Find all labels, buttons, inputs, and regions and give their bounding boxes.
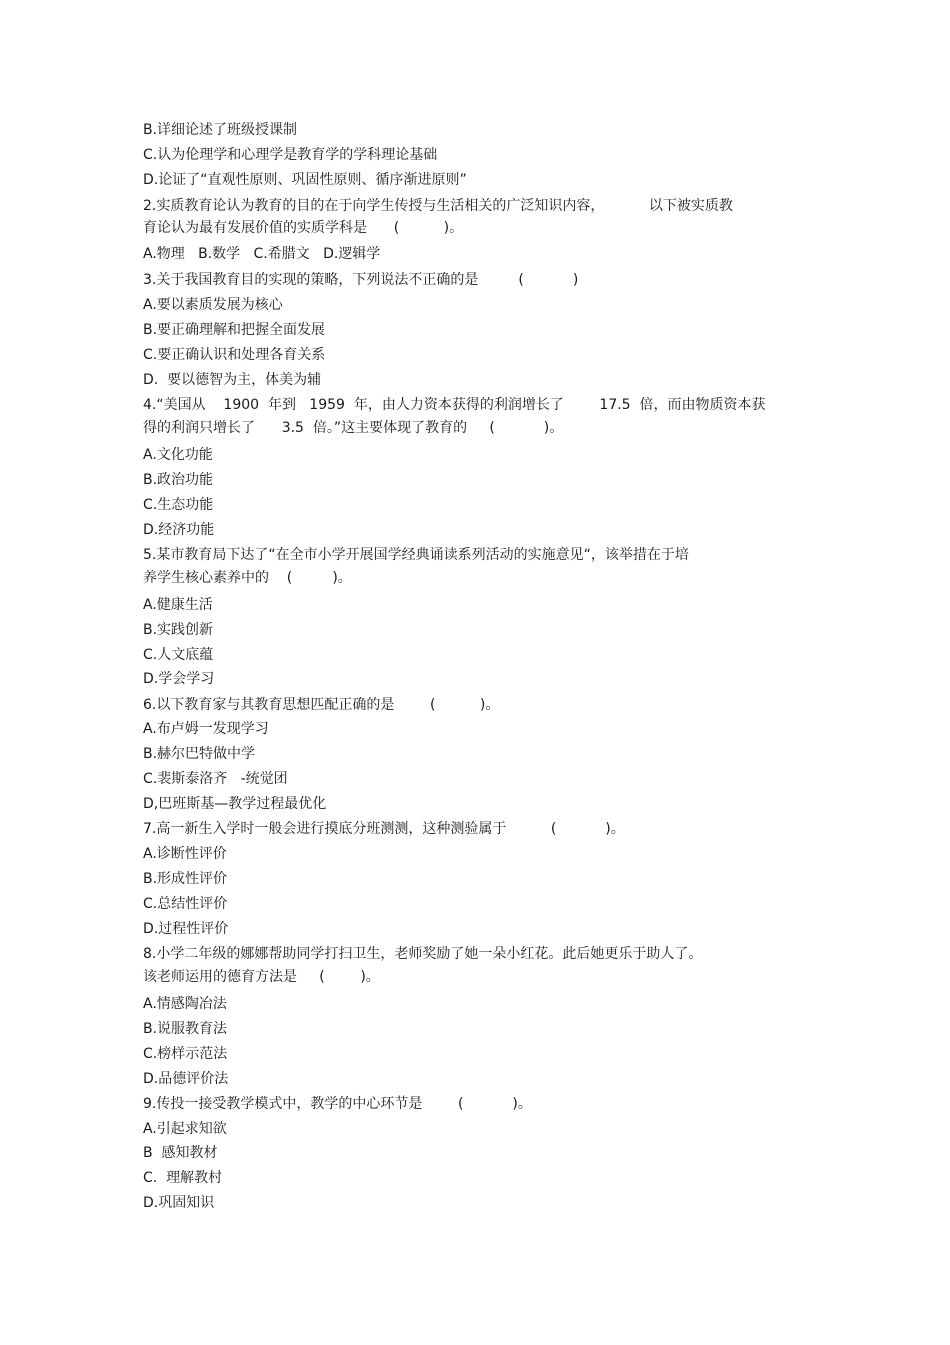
question-3: 3.关于我国教育目的实现的策略，下列说法不正确的是 ( ) — [143, 272, 579, 288]
option-line: A.布卢姆一发现学习 — [143, 721, 269, 737]
option-line: A.健康生活 — [143, 597, 213, 613]
option-line: D.学会学习 — [143, 671, 215, 687]
question-9: 9.传投一接受教学模式中，教学的中心环节是 ( )。 — [143, 1096, 532, 1112]
question-8-line-1: 8.小学二年级的娜娜帮助同学打扫卫生，老师奖励了她一朵小红花。此后她更乐于助人了。 — [143, 946, 703, 962]
text-line: D.论证了“直观性原则、巩固性原则、循序渐进原则” — [143, 172, 467, 188]
option-line: D.经济功能 — [143, 522, 215, 538]
question-4-line-1: 4.“美国从 1900 年到 1959 年，由人力资本获得的利润增长了 17.5 倍，而由物质资本获 — [143, 397, 766, 413]
option-line: B.形成性评价 — [143, 871, 228, 887]
option-line: A.引起求知欲 — [143, 1121, 227, 1137]
option-line: A.要以素质发展为核心 — [143, 297, 283, 313]
question-8-line-2: 该老师运用的德育方法是 ( )。 — [143, 969, 380, 985]
option-line: C.人文底蕴 — [143, 647, 214, 663]
question-2-line-1: 2.实质教育论认为教育的目的在于向学生传授与生活相关的广泛知识内容， 以下被实质教 — [143, 198, 733, 214]
question-2-line-2: 育论认为最有发展价值的实质学科是 ( )。 — [143, 220, 464, 236]
option-line: C.生态功能 — [143, 497, 214, 513]
option-line: D.过程性评价 — [143, 921, 229, 937]
question-5-line-1: 5.某市教育局下达了“在全市小学开展国学经典诵读系列活动的实施意见“，该举措在于培 — [143, 547, 689, 563]
question-2-options: A.物理 B.数学 C.希腊文 D.逻辑学 — [143, 246, 381, 262]
option-line: C.裴斯泰洛齐 -统觉团 — [143, 771, 288, 787]
option-line: D.品德评价法 — [143, 1071, 229, 1087]
option-line: D. 要以德智为主，体美为辅 — [143, 372, 322, 388]
option-line: B.赫尔巴特做中学 — [143, 746, 256, 762]
option-line: C. 理解教村 — [143, 1170, 223, 1186]
question-5-line-2: 养学生核心素养中的 ( )。 — [143, 570, 352, 586]
option-line: B 感知教材 — [143, 1145, 218, 1161]
question-6: 6.以下教育家与其教育思想匹配正确的是 ( )。 — [143, 697, 500, 713]
option-line: C.榜样示范法 — [143, 1046, 228, 1062]
text-line: B.详细论述了班级授课制 — [143, 122, 298, 138]
option-line: D,巴班斯基—教学过程最优化 — [143, 796, 327, 812]
option-line: D.巩固知识 — [143, 1195, 215, 1211]
option-line: C.要正确认识和处理各育关系 — [143, 347, 326, 363]
option-line: B.要正确理解和把握全面发展 — [143, 322, 326, 338]
question-7: 7.高一新生入学时一般会进行摸底分班测测，这种测验属于 ( )。 — [143, 821, 625, 837]
option-line: C.总结性评价 — [143, 896, 228, 912]
option-line: B.政治功能 — [143, 472, 214, 488]
text-line: C.认为伦理学和心理学是教育学的学科理论基础 — [143, 147, 438, 163]
option-line: B.说服教育法 — [143, 1021, 228, 1037]
option-line: A.诊断性评价 — [143, 846, 227, 862]
option-line: A.文化功能 — [143, 447, 213, 463]
option-line: A.情感陶冶法 — [143, 996, 227, 1012]
question-4-line-2: 得的利润只增长了 3.5 倍。”这主要体现了教育的 ( )。 — [143, 420, 564, 436]
option-line: B.实践创新 — [143, 622, 214, 638]
